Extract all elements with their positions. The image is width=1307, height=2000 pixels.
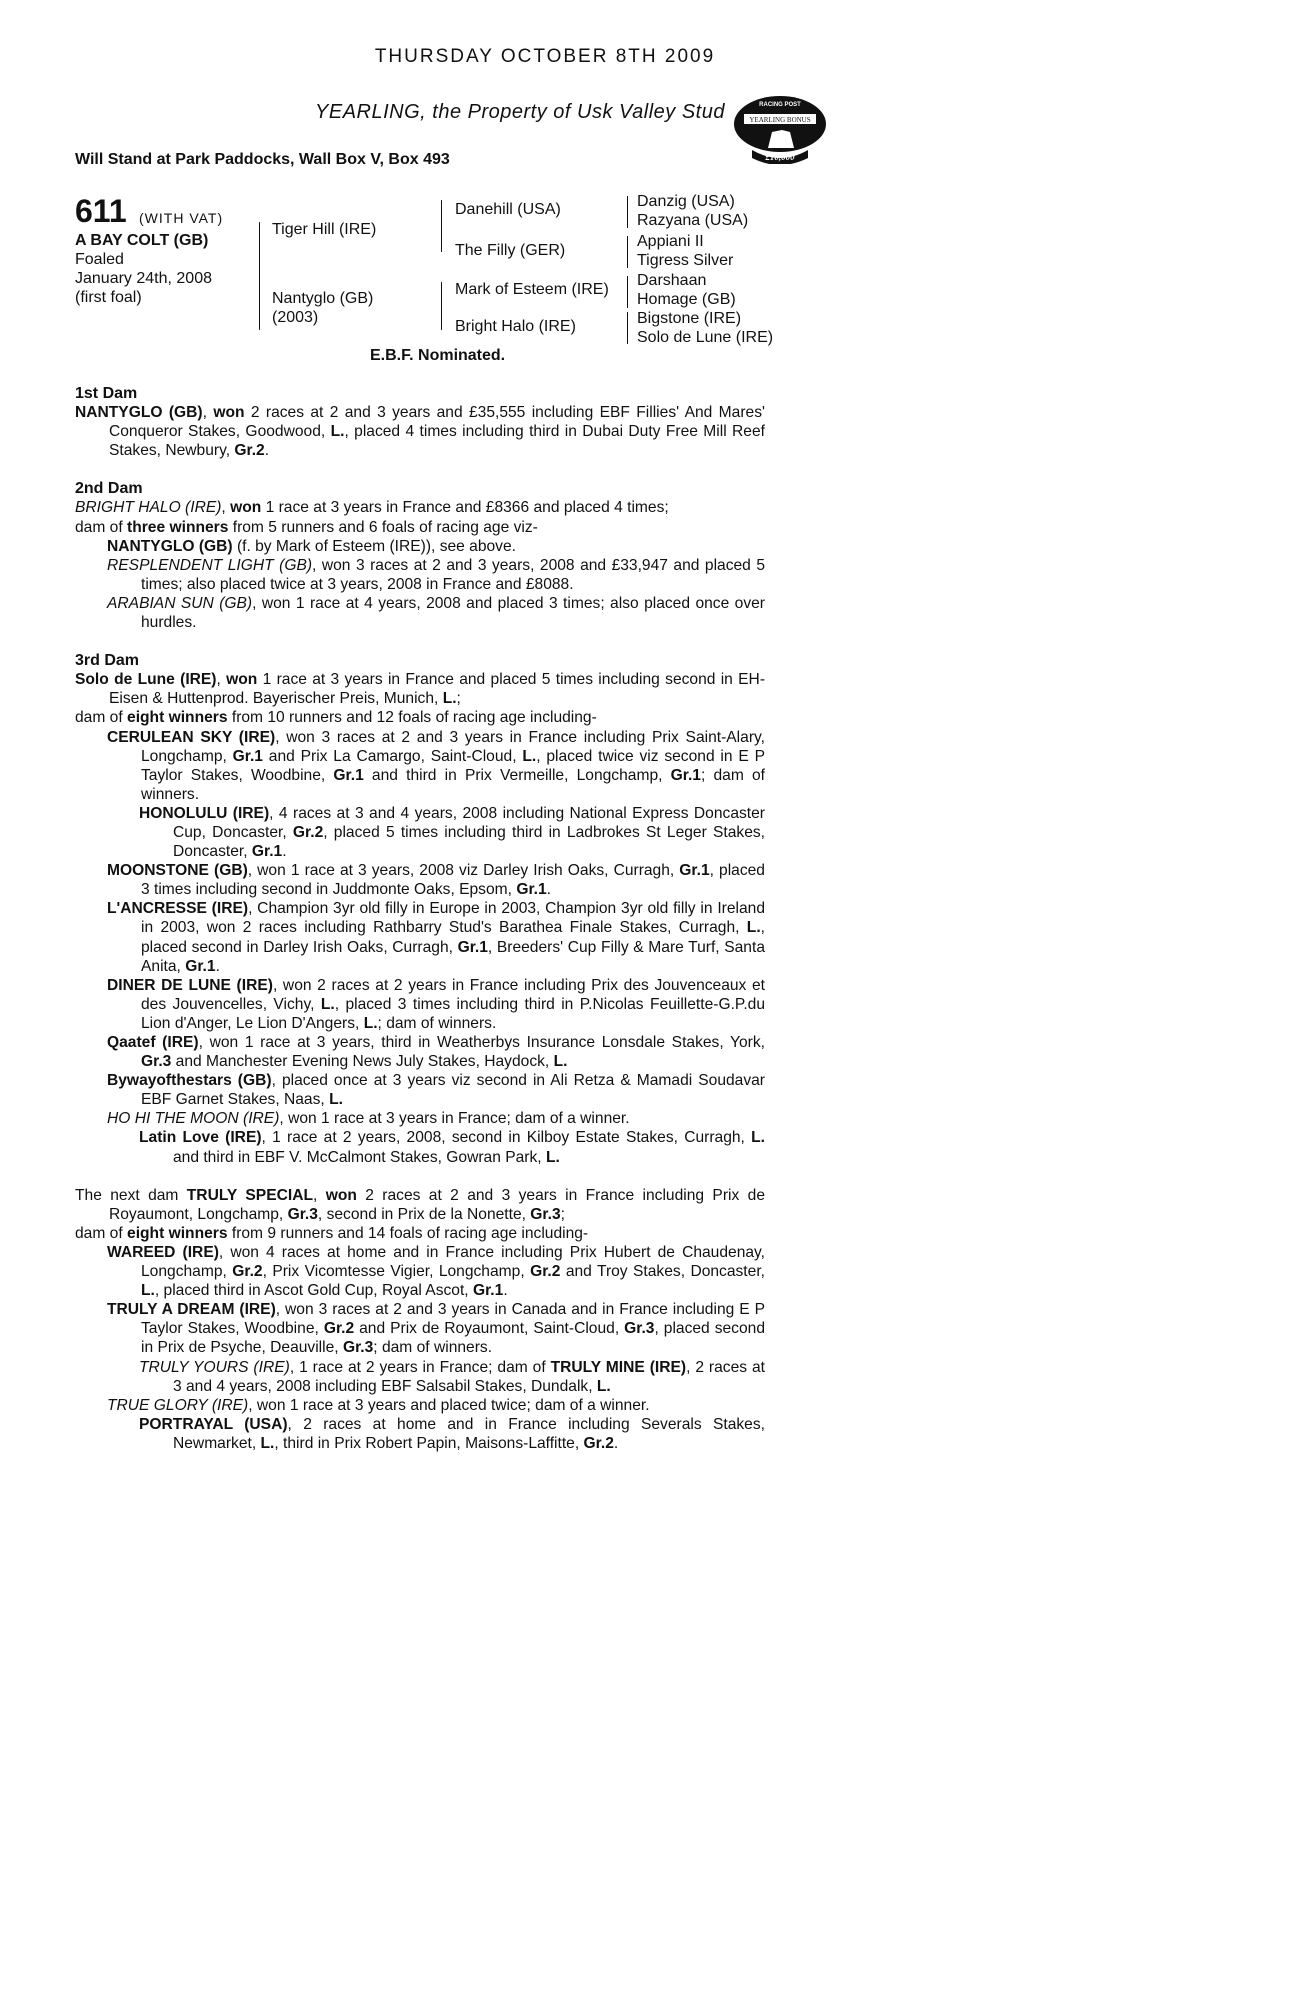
- next-dam-para: The next dam TRULY SPECIAL, won 2 races at 2 and 3 years in France including Prix de Royaumont, Longchamp, Gr.3, second in Prix de la Nonette, Gr.3;: [75, 1186, 765, 1223]
- ebf-note: E.B.F. Nominated.: [370, 347, 506, 364]
- pedigree-g8: Solo de Lune (IRE): [637, 329, 774, 346]
- pedigree-g6: Homage (GB): [637, 291, 736, 308]
- pedigree-g7: Bigstone (IRE): [637, 310, 742, 327]
- pedigree-g4: Tigress Silver: [637, 252, 734, 269]
- produce-true-glory: TRUE GLORY (IRE), won 1 race at 3 years and placed twice; dam of a winner.: [107, 1396, 650, 1414]
- produce-ho-hi-the-moon: HO HI THE MOON (IRE), won 1 race at 3 years in France; dam of a winner.: [107, 1110, 630, 1128]
- second-dam-produce: dam of three winners from 5 runners and 6 foals of racing age viz-: [75, 518, 538, 536]
- produce-arabian-sun: ARABIAN SUN (GB), won 1 race at 4 years, 2008 and placed 3 times; also placed once over hurdles.: [107, 594, 765, 632]
- first-dam-para: NANTYGLO (GB), won 2 races at 2 and 3 years and £35,555 including EBF Fillies' And Mares' Conqueror Stakes, Goodwood, L., placed 4 times including third in Dubai Duty Free Mill Reef Stakes, Newbury, Gr.2.: [75, 404, 765, 460]
- stand-location: Will Stand at Park Paddocks, Wall Box V, Box 493: [75, 151, 450, 168]
- produce-honolulu: HONOLULU (IRE), 4 races at 3 and 4 years, 2008 including National Express Doncaster Cup, Doncaster, Gr.2, placed 5 times including third in Ladbrokes St Leger Stakes, Doncaster, Gr.1.: [139, 804, 765, 861]
- produce-resplendent-light: RESPLENDENT LIGHT (GB), won 3 races at 2 and 3 years, 2008 and £33,947 and placed 5 times; also placed twice at 3 years, 2008 in France and £8088.: [107, 556, 766, 593]
- foaled-label: Foaled: [75, 251, 124, 268]
- pedigree-g5: Darshaan: [637, 272, 707, 289]
- lot-number: 611: [75, 193, 127, 229]
- first-dam-heading: 1st Dam: [75, 385, 138, 402]
- vat-note: (WITH VAT): [139, 210, 224, 226]
- produce-moonstone: MOONSTONE (GB), won 1 race at 3 years, 2008 viz Darley Irish Oaks, Curragh, Gr.1, placed 3 times including second in Juddmonte Oaks, Epsom, Gr.1.: [107, 862, 765, 899]
- pedigree-sire-sire: Danehill (USA): [455, 201, 561, 218]
- pedigree-g3: Appiani II: [637, 233, 704, 250]
- yearling-bonus-badge-icon: [730, 92, 830, 164]
- produce-wareed: WAREED (IRE), won 4 races at home and in France including Prix Hubert de Chaudenay, Longchamp, Gr.2, Prix Vicomtesse Vigier, Longchamp, Gr.2 and Troy Stakes, Doncaster, L., placed third in Ascot Gold Cup, Royal Ascot, Gr.1.: [107, 1243, 766, 1300]
- foaled-date: January 24th, 2008: [75, 270, 212, 287]
- produce-bywayofthestars: Bywayofthestars (GB), placed once at 3 years viz second in Ali Retza & Mamadi Soudavar EBF Garnet Stakes, Naas, L.: [107, 1072, 766, 1109]
- third-dam-para: Solo de Lune (IRE), won 1 race at 3 years in France and placed 5 times including second in EH-Eisen & Huttenprod. Bayerischer Preis, Munich, L.;: [75, 671, 766, 708]
- pedigree-dam-year: (2003): [272, 309, 319, 326]
- produce-nantyglo: NANTYGLO (GB) (f. by Mark of Esteem (IRE)), see above.: [107, 537, 516, 555]
- produce-truly-yours: TRULY YOURS (IRE), 1 race at 2 years in France; dam of TRULY MINE (IRE), 2 races at 3 and 4 years, 2008 including EBF Salsabil Stakes, Dundalk, L.: [139, 1358, 766, 1395]
- third-dam-heading: 3rd Dam: [75, 652, 140, 670]
- produce-latin-love: Latin Love (IRE), 1 race at 2 years, 2008, second in Kilboy Estate Stakes, Curragh, L. and third in EBF V. McCalmont Stakes, Gowran Park, L.: [139, 1129, 765, 1166]
- pedigree-dam-dam: Bright Halo (IRE): [455, 318, 576, 335]
- pedigree-sire-dam: The Filly (GER): [455, 242, 566, 259]
- second-dam-heading: 2nd Dam: [75, 480, 143, 498]
- pedigree-dam: Nantyglo (GB): [272, 290, 374, 307]
- badge-middle-text: YEARLING BONUS: [749, 116, 811, 124]
- pedigree-brace-sire: [441, 200, 442, 252]
- pedigree-g2: Razyana (USA): [637, 212, 749, 229]
- produce-cerulean-sky: CERULEAN SKY (IRE), won 3 races at 2 and 3 years in France including Prix Saint-Alary, Longchamp, Gr.1 and Prix La Camargo, Saint-Cloud, L., placed twice viz second in E P Taylor Stakes, Woodbine, Gr.1 and third in Prix Vermeille, Longchamp, Gr.1; dam of winners.: [107, 728, 765, 803]
- lot-name: A BAY COLT (GB): [75, 232, 209, 249]
- second-dam-para: BRIGHT HALO (IRE), won 1 race at 3 years in France and £8366 and placed 4 times;: [75, 499, 669, 517]
- produce-truly-a-dream: TRULY A DREAM (IRE), won 3 races at 2 and 3 years in Canada and in France including E P Taylor Stakes, Woodbine, Gr.2 and Prix de Royaumont, Saint-Cloud, Gr.3, placed second in Prix de Psyche, Deauville, Gr.3; dam of winners.: [107, 1301, 765, 1357]
- third-dam-produce: dam of eight winners from 10 runners and 12 foals of racing age including-: [75, 709, 597, 727]
- pedigree-brace-main: [259, 222, 260, 330]
- next-dam-produce: dam of eight winners from 9 runners and 14 foals of racing age including-: [75, 1224, 589, 1242]
- pedigree-brace-g2: [627, 236, 628, 268]
- pedigree-brace-g3: [627, 276, 628, 308]
- produce-portrayal: PORTRAYAL (USA), 2 races at home and in France including Severals Stakes, Newmarket, L., third in Prix Robert Papin, Maisons-Laffitte, Gr.2.: [139, 1415, 765, 1452]
- produce-qaatef: Qaatef (IRE), won 1 race at 3 years, third in Weatherbys Insurance Lonsdale Stakes, York, Gr.3 and Manchester Evening News July Stakes, Haydock, L.: [107, 1034, 766, 1071]
- pedigree-brace-g1: [627, 196, 628, 228]
- pedigree-g1: Danzig (USA): [637, 193, 735, 210]
- produce-lancresse: L'ANCRESSE (IRE), Champion 3yr old filly in Europe in 2003, Champion 3yr old filly in Ireland in 2003, won 2 races including Rathbarry Stud's Barathea Finale Stakes, Curragh, L., placed second in Darley Irish Oaks, Curragh, Gr.1, Breeders' Cup Filly & Mare Turf, Santa Anita, Gr.1.: [107, 900, 765, 975]
- produce-diner-de-lune: DINER DE LUNE (IRE), won 2 races at 2 years in France including Prix des Jouvenceaux et des Jouvencelles, Vichy, L., placed 3 times including third in P.Nicolas Feuillette-G.P.du Lion d'Anger, Le Lion D'Angers, L.; dam of winners.: [107, 976, 765, 1032]
- pedigree-sire: Tiger Hill (IRE): [272, 221, 377, 238]
- pedigree-brace-g4: [627, 312, 628, 344]
- badge-bottom-text: £10,000: [765, 152, 795, 162]
- pedigree-dam-sire: Mark of Esteem (IRE): [455, 281, 609, 298]
- catalogue-notes: [75, 384, 765, 1453]
- sale-date: THURSDAY OCTOBER 8TH 2009: [374, 46, 716, 67]
- foal-note: (first foal): [75, 289, 142, 306]
- badge-top-text: RACING POST: [759, 102, 801, 108]
- lot-subtitle: YEARLING, the Property of Usk Valley Stud: [315, 101, 725, 123]
- pedigree-brace-dam: [441, 282, 442, 330]
